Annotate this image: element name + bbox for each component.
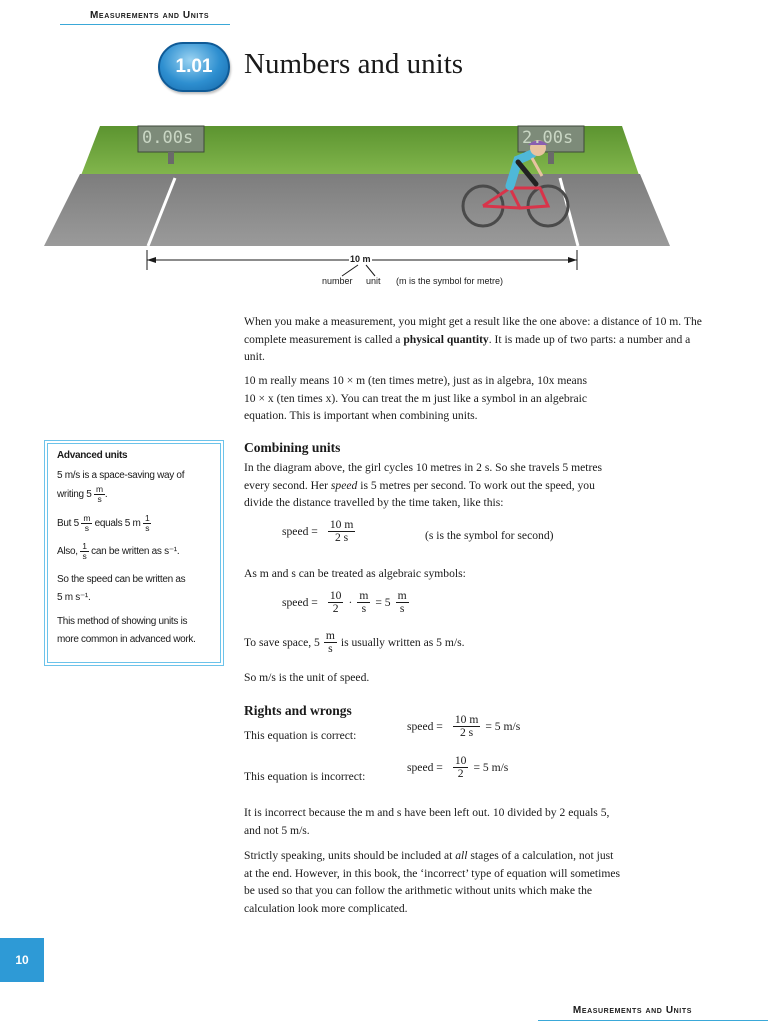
section-title: Numbers and units bbox=[244, 48, 464, 80]
rights-line: at the end. However, in this book, the ‘incorrect’ type of equation will sometimes bbox=[244, 866, 621, 880]
multiply-dot: · bbox=[348, 596, 353, 610]
fraction-10m-over-2s bbox=[453, 714, 481, 739]
intro-p1-text: When you make a measurement, you might get a result like the one above: a distance of 10 m. The complete measurement is called a bbox=[244, 315, 702, 346]
fraction-m-over-s bbox=[324, 630, 337, 655]
equation-rhs: = 5 m/s bbox=[485, 720, 521, 734]
fraction-numerator: 10 bbox=[454, 754, 467, 767]
sidebar-line bbox=[57, 542, 179, 561]
fraction-10m-over-2s bbox=[328, 519, 356, 544]
equation-lhs: speed = bbox=[282, 525, 318, 539]
combining-line: In the diagram above, the girl cycles 10 metres in 2 s. So she travels 5 metres bbox=[244, 461, 603, 474]
unit-label: unit bbox=[366, 276, 381, 286]
footer-rule bbox=[538, 1020, 768, 1021]
fraction-denominator: s bbox=[361, 602, 367, 616]
sidebar-line: 5 m/s is a space-saving way of bbox=[57, 470, 185, 481]
rights-line: and not 5 m/s. bbox=[244, 823, 310, 837]
sidebar-line: So the speed can be written as bbox=[57, 574, 186, 585]
fraction-denominator: 2 bbox=[457, 767, 464, 781]
combining-paragraph-2: As m and s can be treated as algebraic symbols: bbox=[244, 567, 466, 580]
fraction-numerator: m bbox=[397, 589, 407, 602]
rights-text: stages of a calculation, not just bbox=[467, 849, 614, 862]
intro-p2-line: equation. This is important when combining units. bbox=[244, 409, 478, 423]
combining-paragraph-3 bbox=[244, 630, 465, 655]
page-number-tab: 10 bbox=[0, 938, 44, 982]
timer-right-readout: 2.00s bbox=[522, 128, 574, 148]
fraction-numerator: 1 bbox=[145, 513, 150, 523]
fraction-1-over-s bbox=[80, 542, 88, 561]
fraction-denominator: s bbox=[328, 642, 333, 656]
fraction-denominator: s bbox=[84, 522, 89, 533]
intro-p2-line: 10 × x (ten times x). You can treat the m just like a symbol in an algebraic bbox=[244, 391, 588, 405]
running-header: Measurements and Units bbox=[90, 10, 210, 21]
combining-line: every second. Her speed is 5 metres per second. To work out the speed, you bbox=[244, 478, 595, 492]
sidebar-text: . bbox=[104, 489, 108, 501]
fraction-10-over-2 bbox=[453, 755, 469, 780]
fraction-m-over-s bbox=[94, 484, 108, 504]
fraction-numerator: m bbox=[325, 629, 335, 642]
fraction-numerator: m bbox=[96, 484, 103, 494]
equation-lhs: speed = bbox=[407, 761, 443, 775]
sidebar-line: 5 m s⁻¹. bbox=[57, 592, 91, 603]
fraction-10-over-2 bbox=[328, 590, 344, 615]
combining-paragraph-1 bbox=[244, 459, 704, 512]
correct-equation bbox=[407, 714, 525, 739]
combining-text: is usually written as 5 m/s. bbox=[340, 636, 465, 650]
fraction-numerator: m bbox=[359, 589, 369, 602]
rights-paragraph-2 bbox=[244, 847, 704, 917]
rights-line: It is incorrect because the m and s have been left out. 10 divided by 2 equals 5, bbox=[244, 806, 610, 819]
intro-p2-line: 10 m really means 10 × m (ten times metre), just as in algebra, 10x means bbox=[244, 374, 587, 387]
rights-line: calculation look more complicated. bbox=[244, 901, 408, 915]
sidebar-text: But 5 bbox=[57, 518, 79, 530]
physical-quantity-term: physical quantity bbox=[403, 332, 489, 346]
correct-equation-label: This equation is correct: bbox=[244, 729, 357, 742]
combining-paragraph-4: So m/s is the unit of speed. bbox=[244, 671, 370, 684]
speed-equation-1 bbox=[282, 519, 355, 544]
fraction-m-over-s bbox=[396, 590, 409, 615]
intro-paragraph-1 bbox=[244, 313, 704, 366]
rights-line bbox=[244, 847, 704, 865]
sidebar-line bbox=[57, 514, 151, 533]
fraction-numerator: 10 m bbox=[329, 518, 354, 531]
fraction-denominator: s bbox=[145, 522, 150, 533]
fraction-denominator: s bbox=[399, 602, 405, 616]
equation-lhs: speed = bbox=[282, 596, 318, 610]
combining-line: divide the distance travelled by the time taken, like this: bbox=[244, 496, 504, 510]
sidebar-inner-border bbox=[47, 443, 221, 663]
seconds-symbol-note: (s is the symbol for second) bbox=[425, 529, 554, 542]
fraction-numerator: 10 m bbox=[454, 713, 479, 726]
sidebar-title: Advanced units bbox=[57, 450, 128, 461]
equation-result: = 5 bbox=[375, 596, 391, 610]
incorrect-equation-label: This equation is incorrect: bbox=[244, 770, 366, 783]
timer-left-readout: 0.00s bbox=[142, 128, 194, 148]
fraction-numerator: 1 bbox=[82, 541, 87, 551]
sidebar-text: Also, bbox=[57, 546, 78, 558]
intro-paragraph-2 bbox=[244, 372, 704, 425]
fraction-denominator: 2 s bbox=[334, 531, 349, 545]
section-number-badge: 1.01 bbox=[158, 42, 230, 92]
advanced-units-sidebar bbox=[44, 440, 224, 666]
fraction-denominator: s bbox=[82, 550, 87, 561]
sidebar-line: more common in advanced work. bbox=[57, 634, 196, 645]
fraction-m-over-s bbox=[357, 590, 370, 615]
fraction-denominator: s bbox=[97, 493, 102, 504]
fraction-denominator: 2 bbox=[332, 602, 339, 616]
equation-lhs: speed = bbox=[407, 720, 443, 734]
sidebar-text: can be written as s⁻¹. bbox=[91, 546, 180, 558]
fraction-denominator: 2 s bbox=[459, 726, 474, 740]
symbol-note: (m is the symbol for metre) bbox=[396, 276, 504, 286]
combining-units-heading: Combining units bbox=[244, 440, 341, 455]
sidebar-text: writing 5 bbox=[57, 489, 92, 501]
fraction-numerator: m bbox=[83, 513, 91, 523]
dimension-line bbox=[0, 0, 768, 300]
intro-p1-end: . It is made up of two parts: a number and a unit. bbox=[244, 332, 691, 364]
rights-line: be used so that you can follow the arithmetic without units which make the bbox=[244, 884, 593, 898]
combining-text: To save space, 5 bbox=[244, 636, 320, 650]
rights-paragraph-1 bbox=[244, 804, 704, 839]
sidebar-line bbox=[57, 485, 107, 504]
rights-and-wrongs-heading: Rights and wrongs bbox=[244, 703, 352, 718]
sidebar-line: This method of showing units is bbox=[57, 616, 188, 627]
fraction-m-over-s bbox=[81, 514, 92, 533]
emphasis-all: all bbox=[455, 849, 468, 862]
measurement-label: 10 m bbox=[350, 254, 371, 264]
speed-equation-2 bbox=[282, 590, 409, 615]
fraction-1-over-s bbox=[143, 514, 151, 533]
number-label: number bbox=[322, 276, 353, 286]
equation-rhs: = 5 m/s bbox=[473, 761, 509, 775]
incorrect-equation bbox=[407, 755, 513, 780]
running-footer: Measurements and Units bbox=[572, 1005, 692, 1016]
fraction-numerator: 10 bbox=[329, 589, 342, 602]
rights-text: Strictly speaking, units should be included at bbox=[244, 849, 456, 862]
sidebar-text: equals 5 m bbox=[94, 518, 141, 530]
